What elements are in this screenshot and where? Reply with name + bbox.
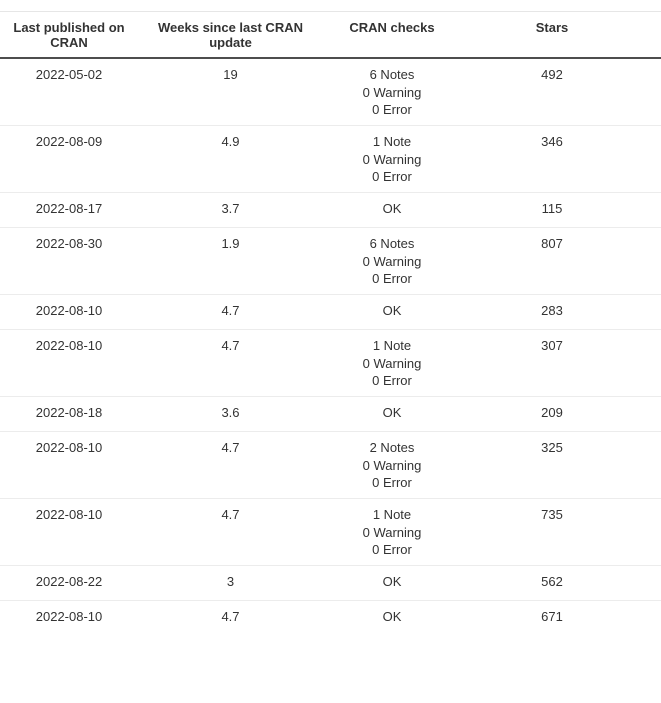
cell-stars: 283 [461, 295, 643, 330]
header-cran-checks: CRAN checks [323, 12, 461, 58]
cell-weeks-since-update: 4.7 [138, 432, 323, 499]
cell-last-published: 2022-08-18 [0, 397, 138, 432]
cell-weeks-since-update: 19 [138, 58, 323, 126]
cell-weeks-since-update: 4.7 [138, 499, 323, 566]
cran-check-line: 0 Error [372, 102, 412, 117]
cell-spacer [643, 601, 661, 636]
cell-weeks-since-update: 1.9 [138, 228, 323, 295]
table-row [0, 566, 661, 601]
cell-cran-checks [323, 295, 461, 330]
cell-last-published: 2022-08-09 [0, 126, 138, 193]
cell-cran-checks [323, 58, 461, 126]
cran-check-line: 1 Note [372, 338, 412, 353]
cran-check-line: 6 Notes [369, 236, 415, 251]
cell-cran-checks [323, 601, 461, 636]
table-row [0, 228, 661, 295]
cell-weeks-since-update: 3.7 [138, 193, 323, 228]
cell-weeks-since-update: 4.7 [138, 295, 323, 330]
table-row [0, 193, 661, 228]
cran-check-line: 0 Warning [362, 151, 422, 167]
cell-last-published: 2022-08-30 [0, 228, 138, 295]
cell-cran-checks [323, 193, 461, 228]
cell-spacer [643, 295, 661, 330]
header-row [0, 12, 661, 58]
cell-cran-checks [323, 499, 461, 566]
cran-check-line: OK [382, 609, 402, 624]
table-row [0, 330, 661, 397]
cran-check-line: 1 Note [372, 134, 412, 149]
cell-cran-checks [323, 330, 461, 397]
header-weeks-since-update: Weeks since last CRAN update [138, 12, 323, 58]
cell-stars: 807 [461, 228, 643, 295]
cell-last-published: 2022-08-10 [0, 499, 138, 566]
cell-last-published: 2022-08-17 [0, 193, 138, 228]
cell-weeks-since-update: 4.7 [221, 609, 240, 624]
cran-check-line: 0 Warning [362, 253, 422, 269]
cran-check-line: 0 Error [372, 542, 412, 557]
cell-spacer [643, 397, 661, 432]
cran-check-line: 0 Error [372, 169, 412, 184]
cran-check-line: OK [382, 201, 402, 216]
cell-weeks-since-update: 4.9 [138, 126, 323, 193]
header-last-published: Last published on CRAN [0, 12, 138, 58]
cell-spacer [643, 330, 661, 397]
table-row [0, 499, 661, 566]
table-row [0, 295, 661, 330]
table-row [0, 601, 661, 636]
cell-cran-checks [323, 432, 461, 499]
cell-cran-checks [323, 566, 461, 601]
cell-stars: 307 [461, 330, 643, 397]
cran-packages-table [0, 12, 661, 635]
table-row [0, 58, 661, 126]
cell-cran-checks [323, 228, 461, 295]
cell-spacer [643, 228, 661, 295]
cran-check-line: 0 Error [372, 271, 412, 286]
cell-stars: 115 [461, 193, 643, 228]
cell-spacer [643, 499, 661, 566]
cell-cran-checks [323, 126, 461, 193]
cell-spacer [643, 432, 661, 499]
cell-spacer [643, 193, 661, 228]
cell-stars: 562 [461, 566, 643, 601]
cell-spacer [643, 58, 661, 126]
cell-spacer [643, 566, 661, 601]
cell-last-published: 2022-08-10 [35, 609, 103, 624]
header-spacer [643, 12, 661, 58]
cran-check-line: 0 Warning [362, 355, 422, 371]
cell-last-published: 2022-08-10 [0, 432, 138, 499]
cell-stars: 671 [541, 609, 563, 624]
cell-weeks-since-update: 3.6 [138, 397, 323, 432]
cran-check-line: OK [382, 574, 402, 589]
cran-check-line: 0 Error [372, 475, 412, 490]
cran-check-line: 6 Notes [369, 67, 415, 82]
cell-stars: 325 [461, 432, 643, 499]
cell-stars: 346 [461, 126, 643, 193]
cran-check-line: 0 Error [372, 373, 412, 388]
cell-weeks-since-update: 3 [138, 566, 323, 601]
cell-spacer [643, 126, 661, 193]
cell-stars: 209 [461, 397, 643, 432]
table-header [0, 12, 661, 58]
cran-check-line: 0 Warning [362, 524, 422, 540]
cran-check-line: 1 Note [372, 507, 412, 522]
cell-stars: 492 [461, 58, 643, 126]
cell-cran-checks [323, 397, 461, 432]
cell-last-published: 2022-08-10 [0, 330, 138, 397]
table-row [0, 397, 661, 432]
cell-last-published: 2022-08-22 [0, 566, 138, 601]
cran-check-line: OK [382, 405, 402, 420]
cran-check-line: 2 Notes [369, 440, 415, 455]
cran-check-line: OK [382, 303, 402, 318]
table-row [0, 126, 661, 193]
cell-weeks-since-update: 4.7 [138, 330, 323, 397]
cran-check-line: 0 Warning [362, 84, 422, 100]
cell-last-published: 2022-08-10 [0, 295, 138, 330]
table-row [0, 432, 661, 499]
table-body [0, 58, 661, 635]
header-stars: Stars [461, 12, 643, 58]
cran-check-line: 0 Warning [362, 457, 422, 473]
cell-last-published: 2022-05-02 [0, 58, 138, 126]
cell-stars: 735 [461, 499, 643, 566]
